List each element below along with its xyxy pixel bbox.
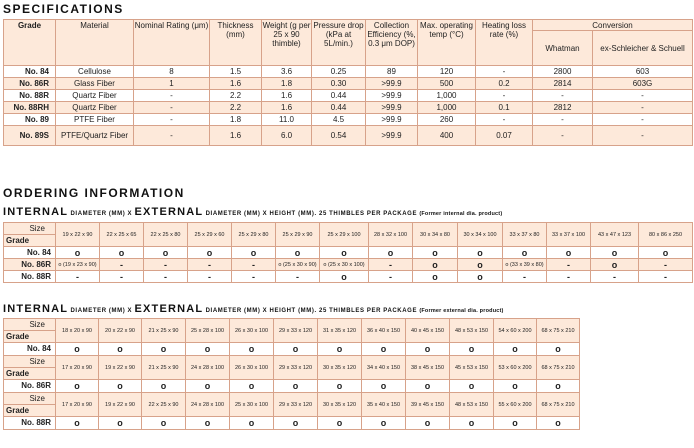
size-header: 22 x 25 x 90 <box>142 393 186 417</box>
size-header: 22 x 25 x 80 <box>144 223 188 247</box>
availability-cell: o <box>503 247 547 259</box>
availability-cell: o (25 x 30 x 90) <box>276 259 320 271</box>
spec-grade: No. 86R <box>4 78 56 90</box>
row-grade: No. 84 <box>4 247 56 259</box>
spec-schleicher: - <box>593 126 693 146</box>
availability-cell: - <box>503 271 547 283</box>
availability-cell: o <box>639 247 693 259</box>
spec-temp: 400 <box>418 126 476 146</box>
size-header: 33 x 37 x 80 <box>503 223 547 247</box>
availability-cell: - <box>144 259 188 271</box>
spec-thickness: 2.2 <box>210 102 262 114</box>
table-row <box>4 417 580 430</box>
size-header: 55 x 60 x 200 <box>494 393 537 417</box>
row-grade: No. 84 <box>4 343 56 356</box>
spec-thickness: 1.6 <box>210 78 262 90</box>
size-header: 25 x 29 x 60 <box>188 223 232 247</box>
subheader-note: (Former external dia. product) <box>419 308 504 314</box>
spec-grade: No. 89 <box>4 114 56 126</box>
spec-loss: 0.2 <box>476 78 533 90</box>
availability-cell: o <box>99 343 142 356</box>
availability-cell: o <box>274 380 318 393</box>
header-pressure-drop: Pressure drop (kPa at 5L/min.) <box>312 20 366 66</box>
availability-cell: o <box>186 380 230 393</box>
spec-pressure: 0.44 <box>312 102 366 114</box>
availability-cell: - <box>276 271 320 283</box>
spec-temp: 500 <box>418 78 476 90</box>
spec-row <box>4 78 693 90</box>
table-row <box>4 247 693 259</box>
spec-temp: 1,000 <box>418 102 476 114</box>
size-header: 22 x 25 x 65 <box>100 223 144 247</box>
spec-thickness: 1.6 <box>210 126 262 146</box>
availability-cell: o <box>318 343 362 356</box>
spec-schleicher: - <box>593 90 693 102</box>
size-header: 19 x 22 x 90 <box>99 356 142 380</box>
subheader-rest: DIAMETER (MM) X HEIGHT (MM). 25 THIMBLES PER PACKAGE <box>205 308 418 314</box>
availability-cell: o <box>318 417 362 430</box>
spec-whatman: - <box>533 90 593 102</box>
spec-loss: 0.07 <box>476 126 533 146</box>
availability-cell: o <box>56 247 100 259</box>
availability-cell: o <box>230 343 274 356</box>
availability-cell: o <box>537 380 580 393</box>
spec-whatman: 2814 <box>533 78 593 90</box>
availability-cell: o <box>494 380 537 393</box>
size-header: 26 x 30 x 100 <box>230 319 274 343</box>
availability-cell: o <box>406 417 450 430</box>
spec-weight: 1.6 <box>262 102 312 114</box>
availability-cell: o <box>494 417 537 430</box>
availability-cell: o <box>144 247 188 259</box>
spec-schleicher: - <box>593 114 693 126</box>
spec-material: PTFE/Quartz Fiber <box>56 126 134 146</box>
availability-cell: o <box>458 247 503 259</box>
size-header: 30 x 35 x 120 <box>318 393 362 417</box>
size-header: 19 x 22 x 90 <box>99 393 142 417</box>
spec-whatman: 2800 <box>533 66 593 78</box>
size-header: 54 x 60 x 200 <box>494 319 537 343</box>
spec-whatman: - <box>533 114 593 126</box>
spec-row <box>4 90 693 102</box>
size-header: 24 x 28 x 100 <box>186 393 230 417</box>
availability-cell: - <box>188 271 232 283</box>
availability-cell: o <box>413 271 458 283</box>
spec-weight: 11.0 <box>262 114 312 126</box>
size-header: 17 x 20 x 90 <box>56 356 99 380</box>
availability-cell: o <box>318 380 362 393</box>
availability-cell: o <box>406 380 450 393</box>
size-header: 26 x 30 x 100 <box>230 356 274 380</box>
spec-weight: 1.6 <box>262 90 312 102</box>
availability-cell: - <box>369 271 413 283</box>
size-header: 68 x 75 x 210 <box>537 393 580 417</box>
header-whatman: Whatman <box>533 31 593 66</box>
size-header: 68 x 75 x 210 <box>537 356 580 380</box>
availability-cell: o <box>56 417 99 430</box>
spec-efficiency: >99.9 <box>366 114 418 126</box>
availability-cell: - <box>547 271 591 283</box>
header-schleicher: ex-Schleicher & Schuell <box>593 31 693 66</box>
size-header: 30 x 35 x 120 <box>318 356 362 380</box>
spec-efficiency: >99.9 <box>366 102 418 114</box>
availability-cell: - <box>144 271 188 283</box>
specifications-title-text: SPECIFICATIONS <box>3 2 124 16</box>
ordering-subheader-1 <box>3 205 502 219</box>
subheader-internal: INTERNAL <box>3 206 69 218</box>
availability-cell: - <box>591 271 639 283</box>
spec-schleicher: 603G <box>593 78 693 90</box>
spec-thickness: 2.2 <box>210 90 262 102</box>
size-header: 31 x 35 x 120 <box>318 319 362 343</box>
size-header: 30 x 34 x 100 <box>458 223 503 247</box>
availability-cell: o <box>494 343 537 356</box>
spec-row <box>4 102 693 114</box>
spec-grade: No. 84 <box>4 66 56 78</box>
header-nominal-rating: Nominal Rating (μm) <box>134 20 210 66</box>
availability-cell: o <box>56 343 99 356</box>
subheader-note: (Former internal dia. product) <box>419 211 503 217</box>
subheader-diameter: DIAMETER (MM) X <box>70 308 133 314</box>
subheader-rest: DIAMETER (MM) X HEIGHT (MM). 25 THIMBLES PER PACKAGE <box>205 211 418 217</box>
spec-material: Cellulose <box>56 66 134 78</box>
spec-rating: - <box>134 126 210 146</box>
availability-cell: o <box>100 247 144 259</box>
availability-cell: o <box>591 247 639 259</box>
availability-cell: o <box>276 247 320 259</box>
spec-loss: - <box>476 66 533 78</box>
availability-cell: o <box>362 380 406 393</box>
grade-label: Grade <box>4 235 56 247</box>
size-header: 39 x 45 x 150 <box>406 393 450 417</box>
availability-cell: o (19 x 23 x 90) <box>56 259 100 271</box>
availability-cell: o <box>450 417 494 430</box>
size-header: 45 x 53 x 150 <box>450 356 494 380</box>
spec-loss: - <box>476 90 533 102</box>
availability-cell: - <box>369 259 413 271</box>
availability-cell: o <box>320 247 369 259</box>
spec-pressure: 0.54 <box>312 126 366 146</box>
ordering-table-external <box>3 318 580 430</box>
spec-temp: 1,000 <box>418 90 476 102</box>
spec-whatman: - <box>533 126 593 146</box>
availability-cell: o <box>362 343 406 356</box>
availability-cell: o <box>188 247 232 259</box>
availability-cell: o <box>591 259 639 271</box>
ordering-title-text: ORDERING INFORMATION <box>3 186 185 200</box>
spec-thickness: 1.8 <box>210 114 262 126</box>
table-row <box>4 271 693 283</box>
availability-cell: o (33 x 39 x 80) <box>503 259 547 271</box>
header-heating-loss: Heating loss rate (%) <box>476 20 533 66</box>
spec-pressure: 0.25 <box>312 66 366 78</box>
size-header: 40 x 45 x 150 <box>406 319 450 343</box>
availability-cell: o <box>56 380 99 393</box>
availability-cell: o <box>537 343 580 356</box>
spec-temp: 120 <box>418 66 476 78</box>
spec-efficiency: >99.9 <box>366 126 418 146</box>
ordering-title <box>3 186 185 200</box>
spec-rating: - <box>134 102 210 114</box>
size-header: 68 x 75 x 210 <box>537 319 580 343</box>
size-header: 18 x 20 x 90 <box>56 319 99 343</box>
header-material: Material <box>56 20 134 66</box>
spec-row <box>4 126 693 146</box>
availability-cell: - <box>232 271 276 283</box>
specifications-title <box>3 2 124 16</box>
specifications-table <box>3 19 693 146</box>
spec-loss: - <box>476 114 533 126</box>
spec-weight: 3.6 <box>262 66 312 78</box>
availability-cell: o <box>142 417 186 430</box>
availability-cell: o <box>99 417 142 430</box>
size-label: Size <box>4 223 56 235</box>
row-grade: No. 88R <box>4 417 56 430</box>
spec-grade: No. 88R <box>4 90 56 102</box>
availability-cell: o <box>413 247 458 259</box>
availability-cell: o <box>547 247 591 259</box>
spec-material: Quartz Fiber <box>56 90 134 102</box>
spec-temp: 260 <box>418 114 476 126</box>
spec-weight: 6.0 <box>262 126 312 146</box>
row-grade: No. 86R <box>4 380 56 393</box>
size-header: 24 x 28 x 100 <box>186 356 230 380</box>
availability-cell: o <box>413 259 458 271</box>
availability-cell: o <box>232 247 276 259</box>
availability-cell: o <box>274 343 318 356</box>
size-header: 36 x 40 x 150 <box>362 319 406 343</box>
availability-cell: o <box>362 417 406 430</box>
size-header: 34 x 40 x 150 <box>362 356 406 380</box>
size-header: 21 x 25 x 90 <box>142 356 186 380</box>
size-header: 48 x 53 x 150 <box>450 319 494 343</box>
spec-grade: No. 89S <box>4 126 56 146</box>
availability-cell: - <box>547 259 591 271</box>
row-grade: No. 86R <box>4 259 56 271</box>
table-row <box>4 259 693 271</box>
availability-cell: o <box>406 343 450 356</box>
size-header: 25 x 30 x 100 <box>230 393 274 417</box>
size-header: 33 x 37 x 100 <box>547 223 591 247</box>
spec-schleicher: - <box>593 102 693 114</box>
availability-cell: o <box>450 380 494 393</box>
size-header: 21 x 25 x 90 <box>142 319 186 343</box>
subheader-internal: INTERNAL <box>3 303 69 315</box>
spec-thickness: 1.5 <box>210 66 262 78</box>
size-header: 29 x 33 x 120 <box>274 393 318 417</box>
availability-cell: o <box>450 343 494 356</box>
size-header: 53 x 60 x 200 <box>494 356 537 380</box>
header-conversion: Conversion <box>533 20 693 31</box>
subheader-external: EXTERNAL <box>134 303 204 315</box>
spec-rating: - <box>134 90 210 102</box>
spec-efficiency: >99.9 <box>366 90 418 102</box>
header-collection-efficiency: Collection Efficiency (%, 0.3 μm DOP) <box>366 20 418 66</box>
size-header: 29 x 33 x 120 <box>274 319 318 343</box>
size-header: 25 x 29 x 80 <box>232 223 276 247</box>
availability-cell: o <box>320 271 369 283</box>
ordering-table-internal <box>3 222 693 283</box>
size-header: 80 x 86 x 250 <box>639 223 693 247</box>
spec-efficiency: >99.9 <box>366 78 418 90</box>
availability-cell: - <box>56 271 100 283</box>
header-thickness: Thickness (mm) <box>210 20 262 66</box>
size-header: 19 x 22 x 90 <box>56 223 100 247</box>
grade-label: Grade <box>4 331 56 343</box>
size-header: 48 x 53 x 150 <box>450 393 494 417</box>
size-header: 25 x 28 x 100 <box>186 319 230 343</box>
subheader-diameter: DIAMETER (MM) X <box>70 211 133 217</box>
header-grade: Grade <box>4 20 56 66</box>
spec-grade: No. 88RH <box>4 102 56 114</box>
availability-cell: o <box>186 343 230 356</box>
size-label: Size <box>4 319 56 331</box>
spec-pressure: 0.44 <box>312 90 366 102</box>
spec-efficiency: 89 <box>366 66 418 78</box>
availability-cell: o <box>186 417 230 430</box>
header-weight: Weight (g per 25 x 90 thimble) <box>262 20 312 66</box>
size-header: 43 x 47 x 123 <box>591 223 639 247</box>
size-header: 38 x 45 x 150 <box>406 356 450 380</box>
availability-cell: o <box>230 417 274 430</box>
spec-pressure: 4.5 <box>312 114 366 126</box>
size-label: Size <box>4 356 56 368</box>
spec-loss: 0.1 <box>476 102 533 114</box>
spec-rating: 1 <box>134 78 210 90</box>
size-header: 17 x 20 x 90 <box>56 393 99 417</box>
table-row <box>4 380 580 393</box>
table-row <box>4 343 580 356</box>
availability-cell: - <box>232 259 276 271</box>
availability-cell: o <box>274 417 318 430</box>
availability-cell: o <box>99 380 142 393</box>
spec-material: Glass Fiber <box>56 78 134 90</box>
ordering-subheader-2 <box>3 302 504 316</box>
availability-cell: - <box>639 259 693 271</box>
header-max-temp: Max. operating temp (°C) <box>418 20 476 66</box>
availability-cell: o <box>458 259 503 271</box>
subheader-external: EXTERNAL <box>134 206 204 218</box>
availability-cell: o <box>369 247 413 259</box>
spec-material: PTFE Fiber <box>56 114 134 126</box>
spec-row <box>4 114 693 126</box>
availability-cell: o <box>537 417 580 430</box>
spec-schleicher: 603 <box>593 66 693 78</box>
spec-pressure: 0.30 <box>312 78 366 90</box>
availability-cell: o <box>142 343 186 356</box>
spec-row <box>4 66 693 78</box>
spec-rating: 8 <box>134 66 210 78</box>
size-header: 35 x 40 x 150 <box>362 393 406 417</box>
size-header: 29 x 33 x 120 <box>274 356 318 380</box>
spec-whatman: 2812 <box>533 102 593 114</box>
size-header: 25 x 29 x 100 <box>320 223 369 247</box>
spec-rating: - <box>134 114 210 126</box>
availability-cell: - <box>100 259 144 271</box>
availability-cell: o <box>230 380 274 393</box>
row-grade: No. 88R <box>4 271 56 283</box>
availability-cell: o (25 x 30 x 100) <box>320 259 369 271</box>
spec-material: Quartz Fiber <box>56 102 134 114</box>
spec-weight: 1.8 <box>262 78 312 90</box>
availability-cell: - <box>100 271 144 283</box>
size-header: 20 x 22 x 90 <box>99 319 142 343</box>
size-label: Size <box>4 393 56 405</box>
grade-label: Grade <box>4 405 56 417</box>
availability-cell: o <box>458 271 503 283</box>
availability-cell: - <box>188 259 232 271</box>
size-header: 28 x 32 x 100 <box>369 223 413 247</box>
size-header: 30 x 34 x 80 <box>413 223 458 247</box>
grade-label: Grade <box>4 368 56 380</box>
availability-cell: - <box>639 271 693 283</box>
size-header: 25 x 29 x 90 <box>276 223 320 247</box>
availability-cell: o <box>142 380 186 393</box>
